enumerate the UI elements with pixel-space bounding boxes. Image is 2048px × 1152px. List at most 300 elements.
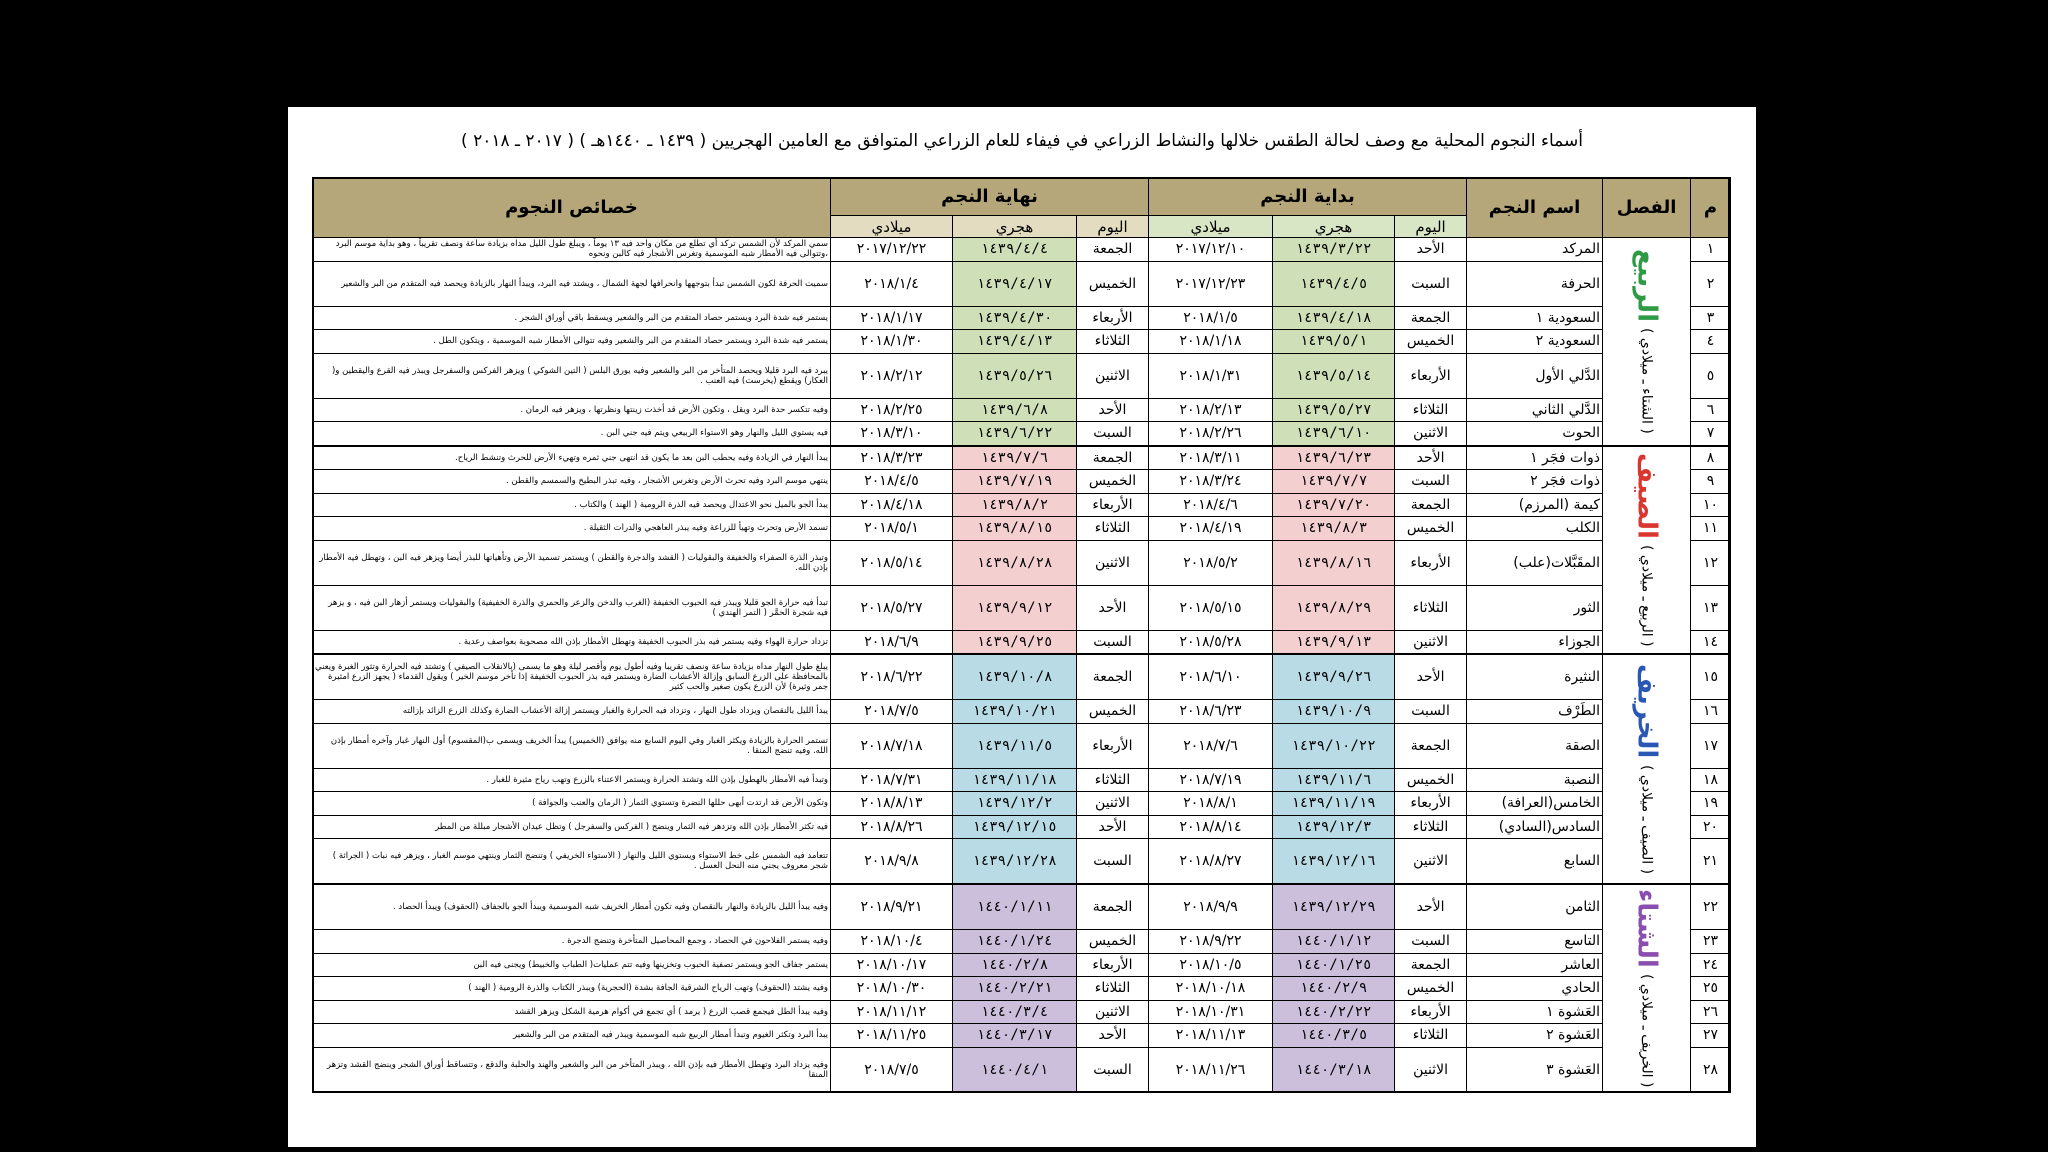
start-hijri: ١٤٤٠/٢/٢٢: [1273, 1000, 1395, 1024]
table-row: [313, 398, 1731, 422]
star-features: تسمد الأرض وتحرث وتهيأ للزراعة وفيه يبذر العاهجي والدرات الثقيلة .: [313, 517, 831, 541]
end-hijri: ١٤٤٠/٤/١: [953, 1047, 1077, 1092]
end-day: الجمعة: [1077, 238, 1149, 262]
star-name: المركد: [1467, 238, 1603, 262]
star-name: المقَبَّلات(علب): [1467, 540, 1603, 585]
star-features: تبدأ فيه حرارة الجو قليلا ويبذر فيه الحبوب الخفيفة (الغرب والدخن والزعر والحمري والذرة الخفيفية) والبقوليات ويستمر أزهار البن فيه ، و يزهر فيه شجرة الحمَّر ( التمر الهندي ): [313, 585, 831, 630]
page-title: أسماء النجوم المحلية مع وصف لحالة الطقس خلالها والنشاط الزراعي في فيفاء للعام الزراعي المتوافق مع العامين الهجريين ( ١٤٣٩ ـ ١٤٤٠هـ ) ( ٢٠١٧ ـ ٢٠١٨ ): [461, 131, 1583, 151]
end-day: الثلاثاء: [1077, 517, 1149, 541]
table-row: [313, 330, 1731, 354]
end-gregorian: ٢٠١٨/٦/٩: [831, 630, 953, 654]
end-day: السبت: [1077, 1047, 1149, 1092]
row-number: ٣: [1691, 306, 1731, 330]
start-day: الاثنين: [1395, 839, 1467, 885]
end-day: الأحد: [1077, 815, 1149, 839]
start-hijri: ١٤٤٠/٣/١٨: [1273, 1047, 1395, 1092]
row-number: ٥: [1691, 353, 1731, 398]
start-hijri: ١٤٣٩/٩/٢٦: [1273, 654, 1395, 700]
star-name: الحرفة: [1467, 261, 1603, 306]
star-name: السابع: [1467, 839, 1603, 885]
end-hijri: ١٤٣٩/٦/٢٢: [953, 422, 1077, 446]
end-gregorian: ٢٠١٨/١/٤: [831, 261, 953, 306]
end-hijri: ١٤٣٩/٨/١٥: [953, 517, 1077, 541]
star-features: وتكون الأرض قد ارتدت أبهى حللها النضرة وتستوي الثمار ( الرمان والعنب والجوافة ): [313, 792, 831, 816]
row-number: ٤: [1691, 330, 1731, 354]
star-name: الدَّلي الثاني: [1467, 398, 1603, 422]
end-day: الخميس: [1077, 470, 1149, 494]
season-subtitle: ( الصيف ـ ميلادي ): [1638, 764, 1655, 874]
season-name: الشتاء: [1631, 889, 1662, 968]
end-gregorian: ٢٠١٨/٩/٨: [831, 839, 953, 885]
row-number: ١٦: [1691, 700, 1731, 724]
start-hijri: ١٤٣٩/٤/١٨: [1273, 306, 1395, 330]
start-gregorian: ٢٠١٧/١٢/١٠: [1149, 238, 1273, 262]
star-name: الحوت: [1467, 422, 1603, 446]
end-day: الأربعاء: [1077, 723, 1149, 768]
end-hijri: ١٤٣٩/٤/١٧: [953, 261, 1077, 306]
end-day: الثلاثاء: [1077, 768, 1149, 792]
season-name: الخريف: [1631, 664, 1662, 759]
start-gregorian: ٢٠١٨/٦/٢٣: [1149, 700, 1273, 724]
row-number: ٢٤: [1691, 953, 1731, 977]
end-day: الأربعاء: [1077, 306, 1149, 330]
end-day: الأحد: [1077, 585, 1149, 630]
start-day: الأحد: [1395, 654, 1467, 700]
row-number: ١٢: [1691, 540, 1731, 585]
table-row: [313, 1024, 1731, 1048]
end-hijri: ١٤٤٠/١/١١: [953, 884, 1077, 930]
start-gregorian: ٢٠١٨/٥/٢٨: [1149, 630, 1273, 654]
end-gregorian: ٢٠١٧/١٢/٢٢: [831, 238, 953, 262]
start-gregorian: ٢٠١٨/٩/٩: [1149, 884, 1273, 930]
star-features: يستمر فيه شدة البرد ويستمر حصاد المتقدم من البر والشعير وفيه تتوالى الأمطار شبه الموسمية ، ويتكون الطل .: [313, 330, 831, 354]
start-gregorian: ٢٠١٨/١١/١٣: [1149, 1024, 1273, 1048]
start-hijri: ١٤٤٠/٢/٩: [1273, 977, 1395, 1001]
end-gregorian: ٢٠١٨/٦/٢٢: [831, 654, 953, 700]
end-day: الاثنين: [1077, 792, 1149, 816]
start-day: الجمعة: [1395, 953, 1467, 977]
star-name: العَشوة ٢: [1467, 1024, 1603, 1048]
season-subtitle: ( الربيع ـ ميلادي ): [1638, 544, 1655, 647]
start-hijri: ١٤٣٩/٩/١٣: [1273, 630, 1395, 654]
end-hijri: ١٤٤٠/٢/٢١: [953, 977, 1077, 1001]
header-start-gregorian: ميلادي: [1149, 216, 1273, 238]
row-number: ١٣: [1691, 585, 1731, 630]
table-row: [313, 422, 1731, 446]
end-hijri: ١٤٣٩/٥/٢٦: [953, 353, 1077, 398]
end-day: الاثنين: [1077, 353, 1149, 398]
table-row: [313, 353, 1731, 398]
end-gregorian: ٢٠١٨/١/١٧: [831, 306, 953, 330]
end-hijri: ١٤٣٩/٤/٣٠: [953, 306, 1077, 330]
start-hijri: ١٤٣٩/٨/٣: [1273, 517, 1395, 541]
start-hijri: ١٤٤٠/١/٢٥: [1273, 953, 1395, 977]
table-row: [313, 815, 1731, 839]
header-end-day: اليوم: [1077, 216, 1149, 238]
start-day: السبت: [1395, 700, 1467, 724]
star-name: السعودية ١: [1467, 306, 1603, 330]
end-gregorian: ٢٠١٨/٥/١: [831, 517, 953, 541]
star-features: ينتهي موسم البرد وفيه تحرث الأرض وتغرس الأشجار ، وفيه تبذر البطيخ والسمسم والقطن .: [313, 470, 831, 494]
start-day: الخميس: [1395, 977, 1467, 1001]
row-number: ١٨: [1691, 768, 1731, 792]
row-number: ١: [1691, 238, 1731, 262]
star-name: العاشر: [1467, 953, 1603, 977]
end-gregorian: ٢٠١٨/٣/١٠: [831, 422, 953, 446]
start-gregorian: ٢٠١٨/٥/٢: [1149, 540, 1273, 585]
star-features: سمي المركد لأن الشمس تركد أي تطلع من مكان واحد فيه ١٣ يوماً ، ويبلغ طول الليل مداه بزيادة ساعة ونصف تقريباً ، وهو بداية موسم البرد ،وتتوالى فيه الأمطار شبه الموسمية وتغرس الأشجار فيه كالبن ونحوه: [313, 238, 831, 262]
header-start: بداية النجم: [1149, 178, 1467, 216]
start-gregorian: ٢٠١٨/٤/١٩: [1149, 517, 1273, 541]
star-features: فيه يستوي الليل والنهار وهو الاستواء الربيعي ويتم فيه جني البن .: [313, 422, 831, 446]
star-name: ذوات فجَر ١: [1467, 446, 1603, 470]
start-gregorian: ٢٠١٨/٣/١١: [1149, 446, 1273, 470]
start-day: الثلاثاء: [1395, 815, 1467, 839]
end-day: الثلاثاء: [1077, 330, 1149, 354]
star-name: الثامن: [1467, 884, 1603, 930]
start-gregorian: ٢٠١٨/٣/٢٤: [1149, 470, 1273, 494]
table-row: [313, 977, 1731, 1001]
start-day: السبت: [1395, 930, 1467, 954]
header-end-hijri: هجري: [953, 216, 1077, 238]
star-name: العَشوة ١: [1467, 1000, 1603, 1024]
star-name: السعودية ٢: [1467, 330, 1603, 354]
row-number: ٢٣: [1691, 930, 1731, 954]
row-number: ٢٨: [1691, 1047, 1731, 1092]
table-row: [313, 306, 1731, 330]
end-gregorian: ٢٠١٨/٥/١٤: [831, 540, 953, 585]
start-gregorian: ٢٠١٨/٤/٦: [1149, 493, 1273, 517]
start-day: الأربعاء: [1395, 792, 1467, 816]
star-name: التاسع: [1467, 930, 1603, 954]
end-day: الجمعة: [1077, 446, 1149, 470]
end-day: الأحد: [1077, 398, 1149, 422]
end-hijri: ١٤٣٩/٤/١٣: [953, 330, 1077, 354]
row-number: ١٤: [1691, 630, 1731, 654]
start-gregorian: ٢٠١٨/١٠/٣١: [1149, 1000, 1273, 1024]
end-hijri: ١٤٣٩/١٢/٢٨: [953, 839, 1077, 885]
season-cell: [1603, 654, 1691, 884]
star-features: وفيه يبدأ الليل بالزيادة والنهار بالنقصان وفيه تكون أمطار الخريف شبه الموسمية ويبدأ الجو بالجفاف (الحقوف) ويبدأ الحصاد .: [313, 884, 831, 930]
star-name: ذوات فجَر ٢: [1467, 470, 1603, 494]
star-name: الخامس(العرافة): [1467, 792, 1603, 816]
season-subtitle: ( الشتاء ـ ميلادي ): [1638, 327, 1655, 434]
end-gregorian: ٢٠١٨/٤/١٨: [831, 493, 953, 517]
end-gregorian: ٢٠١٨/١٠/٤: [831, 930, 953, 954]
end-hijri: ١٤٤٠/١/٢٤: [953, 930, 1077, 954]
table-row: [313, 723, 1731, 768]
end-day: الأحد: [1077, 1024, 1149, 1048]
start-hijri: ١٤٣٩/١١/٦: [1273, 768, 1395, 792]
start-gregorian: ٢٠١٨/١٠/٥: [1149, 953, 1273, 977]
star-features: وتبدأ فيه الأمطار بالهطول بإذن الله وتشتد الحرارة ويستمر الاعتناء بالزرع وتهب رياح مثيرة للغبار .: [313, 768, 831, 792]
end-hijri: ١٤٣٩/٧/٦: [953, 446, 1077, 470]
header-end-gregorian: ميلادي: [831, 216, 953, 238]
end-day: الأربعاء: [1077, 493, 1149, 517]
end-gregorian: ٢٠١٨/٨/٢٦: [831, 815, 953, 839]
start-day: الثلاثاء: [1395, 398, 1467, 422]
start-day: الجمعة: [1395, 493, 1467, 517]
end-gregorian: ٢٠١٨/٢/١٢: [831, 353, 953, 398]
start-day: الأحد: [1395, 446, 1467, 470]
row-number: ٨: [1691, 446, 1731, 470]
end-hijri: ١٤٤٠/٣/١٧: [953, 1024, 1077, 1048]
start-hijri: ١٤٣٩/٥/١٤: [1273, 353, 1395, 398]
end-gregorian: ٢٠١٨/١٠/٣٠: [831, 977, 953, 1001]
start-day: الجمعة: [1395, 306, 1467, 330]
start-gregorian: ٢٠١٨/١/١٨: [1149, 330, 1273, 354]
start-gregorian: ٢٠١٨/٢/١٣: [1149, 398, 1273, 422]
start-gregorian: ٢٠١٨/٩/٢٢: [1149, 930, 1273, 954]
start-hijri: ١٤٣٩/١٠/٢٢: [1273, 723, 1395, 768]
start-hijri: ١٤٣٩/٧/٢٠: [1273, 493, 1395, 517]
start-hijri: ١٤٣٩/١٢/٣: [1273, 815, 1395, 839]
row-number: ٢٥: [1691, 977, 1731, 1001]
season-cell: [1603, 446, 1691, 655]
start-gregorian: ٢٠١٨/٨/٢٧: [1149, 839, 1273, 885]
table-row: [313, 517, 1731, 541]
start-gregorian: ٢٠١٨/٢/٢٦: [1149, 422, 1273, 446]
season-subtitle: ( الخريف ـ ميلادي ): [1638, 973, 1655, 1088]
star-features: فيه تكثر الأمطار بإذن الله وتزدهر فيه الثمار وينضج ( الفركس والسفرجل ) وتظل عيدان الأشجار مبللة من المطر: [313, 815, 831, 839]
star-name: الثور: [1467, 585, 1603, 630]
end-day: الاثنين: [1077, 540, 1149, 585]
row-number: ٢٢: [1691, 884, 1731, 930]
start-day: الجمعة: [1395, 723, 1467, 768]
start-gregorian: ٢٠١٨/٦/١٠: [1149, 654, 1273, 700]
table-row: [313, 953, 1731, 977]
end-gregorian: ٢٠١٨/٤/٥: [831, 470, 953, 494]
row-number: ١٥: [1691, 654, 1731, 700]
start-gregorian: ٢٠١٨/١١/٢٦: [1149, 1047, 1273, 1092]
header-end: نهاية النجم: [831, 178, 1149, 216]
table-row: [313, 585, 1731, 630]
start-gregorian: ٢٠١٨/٧/١٩: [1149, 768, 1273, 792]
star-name: الصقة: [1467, 723, 1603, 768]
start-day: السبت: [1395, 261, 1467, 306]
table-row: [313, 768, 1731, 792]
end-hijri: ١٤٣٩/٧/١٩: [953, 470, 1077, 494]
end-hijri: ١٤٣٩/٨/٢: [953, 493, 1077, 517]
table-body: [313, 238, 1731, 1093]
table-row: [313, 540, 1731, 585]
end-hijri: ١٤٣٩/١١/١٨: [953, 768, 1077, 792]
row-number: ٢١: [1691, 839, 1731, 885]
end-day: السبت: [1077, 630, 1149, 654]
start-hijri: ١٤٣٩/١١/١٩: [1273, 792, 1395, 816]
end-gregorian: ٢٠١٨/٧/٥: [831, 1047, 953, 1092]
row-number: ٦: [1691, 398, 1731, 422]
start-day: السبت: [1395, 470, 1467, 494]
table-row: [313, 493, 1731, 517]
row-number: ٢٠: [1691, 815, 1731, 839]
season-cell: [1603, 238, 1691, 446]
start-hijri: ١٤٣٩/١٠/٩: [1273, 700, 1395, 724]
end-day: الثلاثاء: [1077, 977, 1149, 1001]
star-name: الجوزاء: [1467, 630, 1603, 654]
end-day: الأربعاء: [1077, 953, 1149, 977]
row-number: ١٠: [1691, 493, 1731, 517]
start-hijri: ١٤٣٩/٥/٢٧: [1273, 398, 1395, 422]
start-hijri: ١٤٣٩/٨/١٦: [1273, 540, 1395, 585]
end-hijri: ١٤٣٩/٨/٢٨: [953, 540, 1077, 585]
table-row: [313, 470, 1731, 494]
star-features: يبلغ طول النهار مداه بزيادة ساعة ونصف تقريبا وفيه أطول يوم وأقصر ليلة وهو ما يسمى (بالانقلاب الصيفي ) وتشتد فيه الحرارة وتثور الغبرة ويعني بالمحافظة على الزرع السابق وإزالة الأعشاب الضارة ويستمر فيه بذر الحبوب الخفيفة إذا تأخر موسم الخير ) ويقول القدماء ( يجهز الزرع امثيرة جمر وثيرة) لأن الزرع يكون صغير والحب كثير: [313, 654, 831, 700]
star-name: النثيرة: [1467, 654, 1603, 700]
star-features: وفيه يشتد (الحقوف) وتهب الرياح الشرقية الجافة بشدة (الحجرية) ويبذر الكتاب والذرة الرومية ( الهند ): [313, 977, 831, 1001]
season-cell: [1603, 884, 1691, 1092]
start-hijri: ١٤٣٩/٧/٧: [1273, 470, 1395, 494]
row-number: ١١: [1691, 517, 1731, 541]
start-hijri: ١٤٣٩/٨/٢٩: [1273, 585, 1395, 630]
star-features: تتعامد فيه الشمس على خط الاستواء ويستوي الليل والنهار ( الاستواء الخريفي ) وتنضج الثمار وينتهي موسم الغبار ، ويزهر فيه نبات ( الجراثة ) شجر معروف يجني منه النحل العسل .: [313, 839, 831, 885]
table-row: [313, 1000, 1731, 1024]
row-number: ٢: [1691, 261, 1731, 306]
star-features: يبدأ الليل بالنقصان ويزداد طول النهار ، وتزداد فيه الحرارة والغبار ويستمر إزالة الأعشاب الضارة وكذلك الزرع الزائد بإزالته: [313, 700, 831, 724]
star-features: يبرد فيه البرد قليلا ويحصد المتأخر من البر والشعير وفيه يورق البلس ( التين الشوكي ) ويزهر الفركس والسفرجل ويبذر فيه القرع واليقطين و( العكار) ويقطع (يخرست) فيه العنب .: [313, 353, 831, 398]
start-gregorian: ٢٠١٨/٨/١٤: [1149, 815, 1273, 839]
star-features: وفيه يستمر الفلاحون في الحصاد ، وجمع المحاصيل المتأخرة وتنضج الدجرة .: [313, 930, 831, 954]
table-row: [313, 654, 1731, 700]
start-hijri: ١٤٣٩/٥/١: [1273, 330, 1395, 354]
star-features: وفيه تتكسر حدة البرد ويقل ، وتكون الأرض قد أخذت زينتها ونظرتها ، ويزهر فيه الرمان .: [313, 398, 831, 422]
end-gregorian: ٢٠١٨/٩/٢١: [831, 884, 953, 930]
end-day: الخميس: [1077, 700, 1149, 724]
row-number: ٩: [1691, 470, 1731, 494]
end-gregorian: ٢٠١٨/٧/٣١: [831, 768, 953, 792]
end-day: الخميس: [1077, 930, 1149, 954]
header-season: الفصل: [1603, 178, 1691, 238]
start-gregorian: ٢٠١٨/٧/٦: [1149, 723, 1273, 768]
table-row: [313, 700, 1731, 724]
end-day: السبت: [1077, 839, 1149, 885]
end-hijri: ١٤٣٩/٩/٢٥: [953, 630, 1077, 654]
star-features: وفيه يزداد البرد وتهطل الأمطار فيه بإذن الله ، ويبذر المتأخر من البر والشعير والهند والحلبة والدقع ، وتتساقط أوراق الشجر وينضج القشد وتزهر المنقا: [313, 1047, 831, 1092]
end-hijri: ١٤٣٩/١١/٥: [953, 723, 1077, 768]
end-gregorian: ٢٠١٨/١١/١٢: [831, 1000, 953, 1024]
start-day: الأربعاء: [1395, 353, 1467, 398]
star-name: كيمة (المرزم): [1467, 493, 1603, 517]
table-row: [313, 238, 1731, 262]
start-hijri: ١٤٣٩/١٢/١٦: [1273, 839, 1395, 885]
start-day: الثلاثاء: [1395, 1024, 1467, 1048]
star-features: تزداد حرارة الهواء وفيه يستمر فيه بذر الحبوب الخفيفة وتهطل الأمطار بإذن الله مصحوبة بعواصف رعدية .: [313, 630, 831, 654]
star-name: الكلب: [1467, 517, 1603, 541]
end-gregorian: ٢٠١٨/٢/٢٥: [831, 398, 953, 422]
start-hijri: ١٤٣٩/٣/٢٢: [1273, 238, 1395, 262]
star-features: يستمر فيه شدة البرد ويستمر حصاد المتقدم من البر والشعير ويسقط باقي أوراق الشجر .: [313, 306, 831, 330]
table-row: [313, 1047, 1731, 1092]
star-name: الطَرْف: [1467, 700, 1603, 724]
start-gregorian: ٢٠١٨/١/٣١: [1149, 353, 1273, 398]
start-hijri: ١٤٤٠/٣/٥: [1273, 1024, 1395, 1048]
star-features: يبدأ النهار في الزيادة وفيه يحطب البن بعد ما يكون قد انتهى جني ثمره وتهيء الأرض للحرث وتنشط الرياح.: [313, 446, 831, 470]
star-features: تستمر الحرارة بالزيادة ويكثر الغبار وفي اليوم السابع منه يوافق (الخميس) يبدأ الخريف ويسمى ب(المقسوم) أول النهار غبار وآخره أمطار بإذن الله. وفيه تنضج المنقا .: [313, 723, 831, 768]
start-day: الخميس: [1395, 330, 1467, 354]
season-name: الربيع: [1631, 248, 1662, 322]
header-start-day: اليوم: [1395, 216, 1467, 238]
end-day: الجمعة: [1077, 884, 1149, 930]
row-number: ٢٦: [1691, 1000, 1731, 1024]
end-gregorian: ٢٠١٨/٧/١٨: [831, 723, 953, 768]
header-start-hijri: هجري: [1273, 216, 1395, 238]
start-hijri: ١٤٣٩/١٢/٢٩: [1273, 884, 1395, 930]
end-hijri: ١٤٣٩/١٠/٢١: [953, 700, 1077, 724]
start-gregorian: ٢٠١٨/١٠/١٨: [1149, 977, 1273, 1001]
stars-table: [312, 177, 1731, 1093]
start-day: الأحد: [1395, 238, 1467, 262]
end-gregorian: ٢٠١٨/٧/٥: [831, 700, 953, 724]
end-gregorian: ٢٠١٨/٨/١٣: [831, 792, 953, 816]
table-row: [313, 884, 1731, 930]
header-star-name: اسم النجم: [1467, 178, 1603, 238]
table-row: [313, 261, 1731, 306]
end-hijri: ١٤٣٩/٦/٨: [953, 398, 1077, 422]
start-day: الأربعاء: [1395, 540, 1467, 585]
table-row: [313, 446, 1731, 470]
star-name: النصبة: [1467, 768, 1603, 792]
start-gregorian: ٢٠١٨/٥/١٥: [1149, 585, 1273, 630]
start-gregorian: ٢٠١٧/١٢/٢٣: [1149, 261, 1273, 306]
row-number: ١٧: [1691, 723, 1731, 768]
end-day: الجمعة: [1077, 654, 1149, 700]
end-hijri: ١٤٣٩/١٠/٨: [953, 654, 1077, 700]
end-hijri: ١٤٤٠/٢/٨: [953, 953, 1077, 977]
header-features: خصائص النجوم: [313, 178, 831, 238]
start-hijri: ١٤٤٠/١/١٢: [1273, 930, 1395, 954]
start-hijri: ١٤٣٩/٦/٢٣: [1273, 446, 1395, 470]
header-num: م: [1691, 178, 1731, 238]
end-hijri: ١٤٤٠/٣/٤: [953, 1000, 1077, 1024]
star-features: يبدأ الجو بالميل نحو الاعتدال ويحصد فيه الذرة الرومية ( الهند ) والكتاب .: [313, 493, 831, 517]
start-day: الخميس: [1395, 517, 1467, 541]
start-day: الأحد: [1395, 884, 1467, 930]
end-gregorian: ٢٠١٨/١/٣٠: [831, 330, 953, 354]
end-gregorian: ٢٠١٨/١١/٢٥: [831, 1024, 953, 1048]
start-day: الاثنين: [1395, 1047, 1467, 1092]
start-hijri: ١٤٣٩/٤/٥: [1273, 261, 1395, 306]
table-row: [313, 630, 1731, 654]
star-name: الدَّلي الأول: [1467, 353, 1603, 398]
star-name: السادس(السادي): [1467, 815, 1603, 839]
table-row: [313, 930, 1731, 954]
star-name: الحادي: [1467, 977, 1603, 1001]
start-day: الأربعاء: [1395, 1000, 1467, 1024]
end-gregorian: ٢٠١٨/٣/٢٣: [831, 446, 953, 470]
end-day: السبت: [1077, 422, 1149, 446]
season-name: الصيف: [1631, 453, 1662, 539]
document-sheet: [288, 107, 1756, 1147]
star-features: يبدأ البرد وتكثر الغيوم وتبدأ أمطار الربيع شبه الموسمية ويبذر فيه المتقدم من البر والشعير: [313, 1024, 831, 1048]
start-day: الثلاثاء: [1395, 585, 1467, 630]
start-day: الاثنين: [1395, 630, 1467, 654]
row-number: ٢٧: [1691, 1024, 1731, 1048]
start-gregorian: ٢٠١٨/١/٥: [1149, 306, 1273, 330]
star-features: وتبذر الذرة الصفراء والخفيفة والبقوليات ( القشد والدجرة والقطن ) ويستمر تسميد الأرض وتأهياتها للبذر أيضا ويزهر فيه البن ، وتهطل فيه الأمطار بإذن الله.: [313, 540, 831, 585]
end-gregorian: ٢٠١٨/١٠/١٧: [831, 953, 953, 977]
start-hijri: ١٤٣٩/٦/١٠: [1273, 422, 1395, 446]
end-hijri: ١٤٣٩/١٢/٢: [953, 792, 1077, 816]
table-row: [313, 792, 1731, 816]
start-day: الاثنين: [1395, 422, 1467, 446]
table-row: [313, 839, 1731, 885]
end-gregorian: ٢٠١٨/٥/٢٧: [831, 585, 953, 630]
start-gregorian: ٢٠١٨/٨/١: [1149, 792, 1273, 816]
row-number: ١٩: [1691, 792, 1731, 816]
star-name: العَشوة ٣: [1467, 1047, 1603, 1092]
star-features: يستمر جفاف الجو ويستمر تصفية الحبوب وتخزينها وفيه تتم عمليات( الطباب والخبيط) ويجنى فيه البن: [313, 953, 831, 977]
end-day: الاثنين: [1077, 1000, 1149, 1024]
